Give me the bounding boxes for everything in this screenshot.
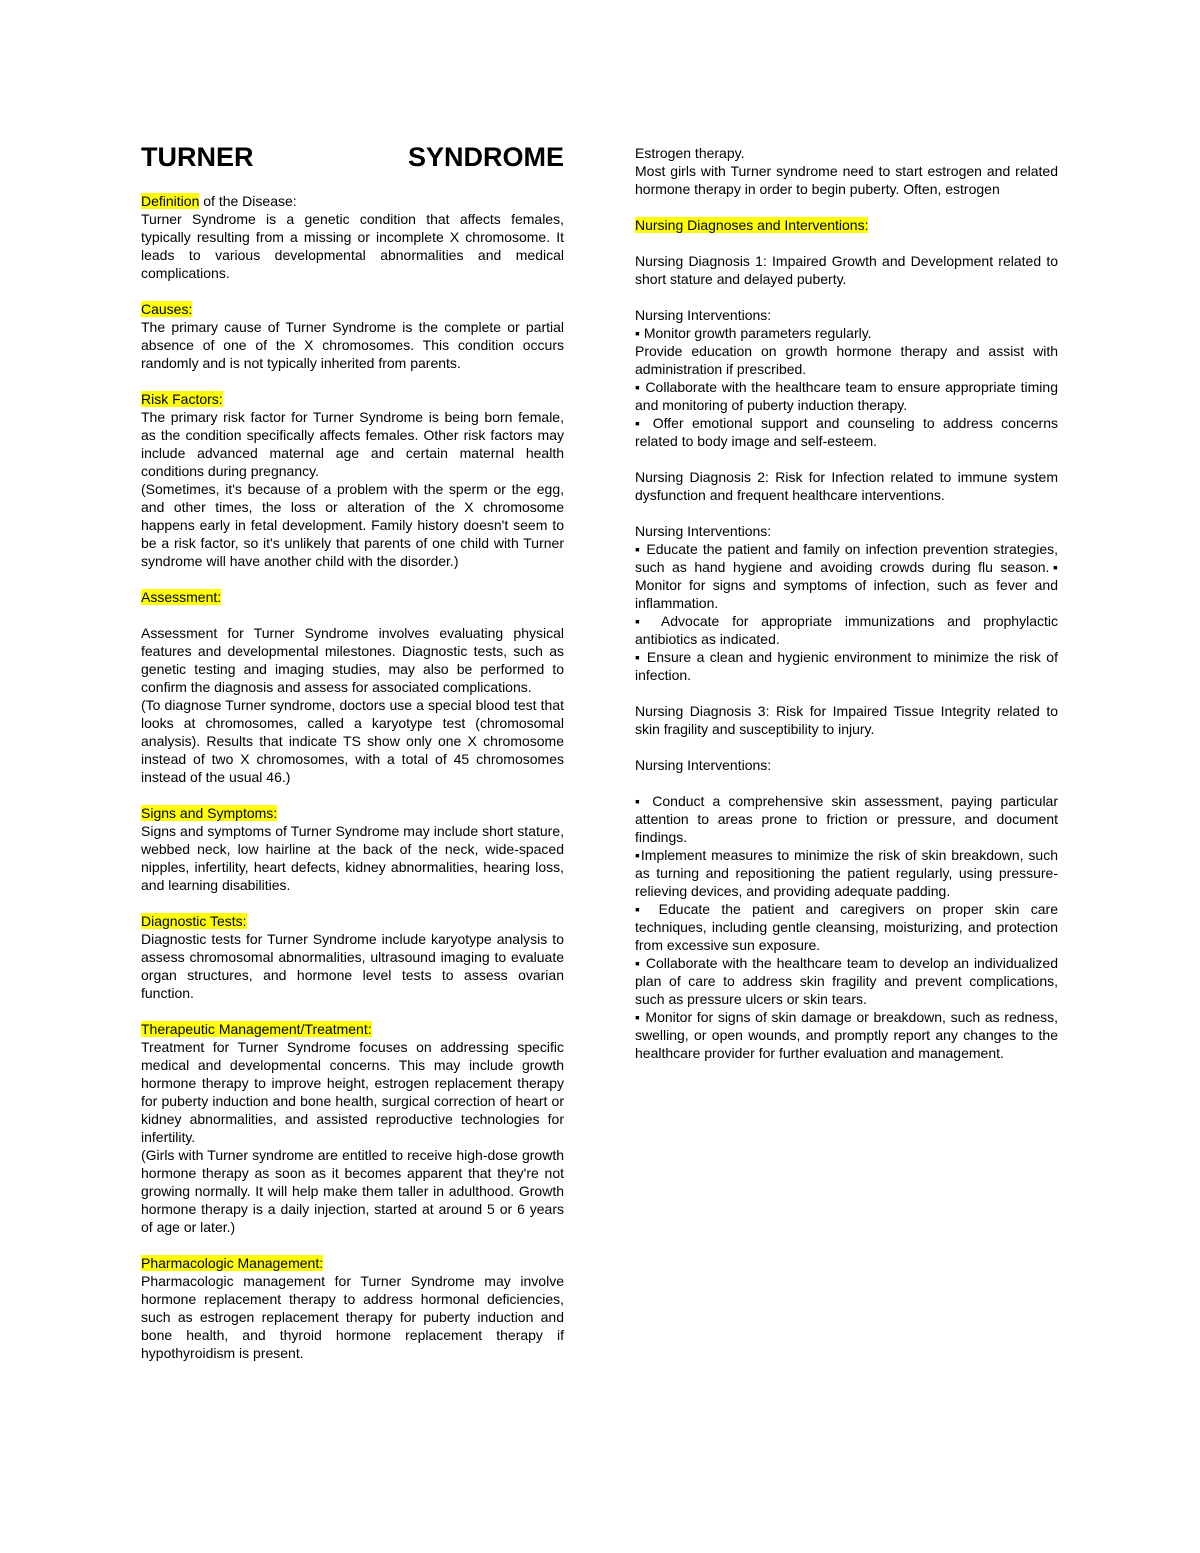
assessment-heading: Assessment: bbox=[141, 589, 222, 605]
risk-heading: Risk Factors: bbox=[141, 391, 223, 407]
intervention-2-item: ▪ Advocate for appropriate immunizations and prophylactic antibiotics as indicated. bbox=[635, 613, 1058, 647]
nursing-diagnosis-1: Nursing Diagnosis 1: Impaired Growth and Development related to short stature and delayed puberty. bbox=[635, 253, 1058, 287]
intervention-2-item: ▪ Educate the patient and family on infection prevention strategies, such as hand hygiene and avoiding crowds during flu season.▪ Monitor for signs and symptoms of infection, such as fever and inflammation. bbox=[635, 541, 1058, 611]
definition-heading-rest: of the Disease: bbox=[199, 193, 297, 209]
intervention-3-item: ▪ Collaborate with the healthcare team to develop an individualized plan of care to address skin fragility and prevent complications, such as pressure ulcers or skin tears. bbox=[635, 955, 1058, 1007]
interventions-2-heading: Nursing Interventions: bbox=[635, 523, 772, 539]
intervention-3-item: ▪ Conduct a comprehensive skin assessment, paying particular attention to areas prone to friction or pressure, and document findings. bbox=[635, 793, 1058, 845]
diagnostic-heading: Diagnostic Tests: bbox=[141, 913, 247, 929]
diagnostic-text: Diagnostic tests for Turner Syndrome include karyotype analysis to assess chromosomal abnormalities, ultrasound imaging to evaluate organ structures, and hormone level tests to assess ovarian function. bbox=[141, 931, 564, 1001]
assessment-note: (To diagnose Turner syndrome, doctors use a special blood test that looks at chromosomes, called a karyotype test (chromosomal analysis). Results that indicate TS show only one X chromosome instead of two X chromosomes, with a total of 45 chromosomes instead of the usual 46.) bbox=[141, 697, 564, 785]
intervention-1-item: ▪ Offer emotional support and counseling to address concerns related to body image and self-esteem. bbox=[635, 415, 1058, 449]
therapeutic-heading: Therapeutic Management/Treatment: bbox=[141, 1021, 372, 1037]
intervention-2-item: ▪ Ensure a clean and hygienic environment to minimize the risk of infection. bbox=[635, 649, 1058, 683]
intervention-3-item: ▪ Monitor for signs of skin damage or breakdown, such as redness, swelling, or open wounds, and promptly report any changes to the healthcare provider for further evaluation and management. bbox=[635, 1009, 1058, 1061]
causes-heading: Causes: bbox=[141, 301, 193, 317]
interventions-1-heading: Nursing Interventions: bbox=[635, 307, 772, 323]
intervention-1-item: Provide education on growth hormone therapy and assist with administration if prescribed. bbox=[635, 343, 1058, 377]
title-right: SYNDROME bbox=[407, 142, 564, 172]
page-title bbox=[141, 140, 564, 174]
definition-heading-highlight: Definition bbox=[141, 193, 200, 209]
nursing-diagnosis-3: Nursing Diagnosis 3: Risk for Impaired Tissue Integrity related to skin fragility and susceptibility to injury. bbox=[635, 703, 1058, 737]
assessment-text: Assessment for Turner Syndrome involves evaluating physical features and developmental milestones. Diagnostic tests, such as genetic testing and imaging studies, may also be performed to confirm the diagnosis and assess for associated complications. bbox=[141, 625, 564, 695]
right-column bbox=[635, 144, 1058, 1062]
signs-text: Signs and symptoms of Turner Syndrome may include short stature, webbed neck, low hairline at the back of the neck, wide-spaced nipples, infertility, heart defects, kidney abnormalities, hearing loss, and learning disabilities. bbox=[141, 823, 564, 893]
therapeutic-note: (Girls with Turner syndrome are entitled to receive high-dose growth hormone therapy as soon as it becomes apparent that they're not growing normally. It will help make them taller in adulthood. Growth hormone therapy is a daily injection, started at around 5 or 6 years of age or later.) bbox=[141, 1147, 564, 1235]
pharma-text: Pharmacologic management for Turner Syndrome may involve hormone replacement therapy to address hormonal deficiencies, such as estrogen replacement therapy for puberty induction and bone health, and thyroid hormone replacement therapy if hypothyroidism is present. bbox=[141, 1273, 564, 1361]
signs-heading: Signs and Symptoms: bbox=[141, 805, 278, 821]
risk-note: (Sometimes, it's because of a problem with the sperm or the egg, and other times, the loss or alteration of the X chromosome happens early in fetal development. Family history doesn't seem to be a risk factor, so it's unlikely that parents of one child with Turner syndrome will have another child with the disorder.) bbox=[141, 481, 564, 569]
estrogen-text: Most girls with Turner syndrome need to start estrogen and related hormone therapy in order to begin puberty. Often, estrogen bbox=[635, 163, 1058, 197]
nursing-heading: Nursing Diagnoses and Interventions: bbox=[635, 217, 869, 233]
definition-heading bbox=[141, 192, 564, 210]
intervention-3-item: ▪Implement measures to minimize the risk of skin breakdown, such as turning and repositioning the patient regularly, using pressure-relieving devices, and providing adequate padding. bbox=[635, 847, 1058, 899]
intervention-1-item: ▪ Collaborate with the healthcare team to ensure appropriate timing and monitoring of puberty induction therapy. bbox=[635, 379, 1058, 413]
nursing-diagnosis-2: Nursing Diagnosis 2: Risk for Infection related to immune system dysfunction and frequent healthcare interventions. bbox=[635, 469, 1058, 503]
causes-text: The primary cause of Turner Syndrome is the complete or partial absence of one of the X chromosomes. This condition occurs randomly and is not typically inherited from parents. bbox=[141, 319, 564, 371]
title-left: TURNER bbox=[141, 142, 254, 172]
definition-text: Turner Syndrome is a genetic condition that affects females, typically resulting from a missing or incomplete X chromosome. It leads to various developmental abnormalities and medical complications. bbox=[141, 211, 564, 281]
risk-text: The primary risk factor for Turner Syndrome is being born female, as the condition specifically affects females. Other risk factors may include advanced maternal age and certain maternal health conditions during pregnancy. bbox=[141, 409, 564, 479]
intervention-1-item: ▪ Monitor growth parameters regularly. bbox=[635, 325, 872, 341]
intervention-3-item: ▪ Educate the patient and caregivers on proper skin care techniques, including gentle cleansing, moisturizing, and protection from excessive sun exposure. bbox=[635, 901, 1058, 953]
left-column bbox=[141, 140, 564, 1362]
estrogen-line: Estrogen therapy. bbox=[635, 145, 745, 161]
therapeutic-text: Treatment for Turner Syndrome focuses on addressing specific medical and developmental concerns. This may include growth hormone therapy to improve height, estrogen replacement therapy for puberty induction and bone health, surgical correction of heart or kidney abnormalities, and assisted reproductive technologies for infertility. bbox=[141, 1039, 564, 1145]
pharma-heading: Pharmacologic Management: bbox=[141, 1255, 324, 1271]
interventions-3-heading: Nursing Interventions: bbox=[635, 757, 772, 773]
